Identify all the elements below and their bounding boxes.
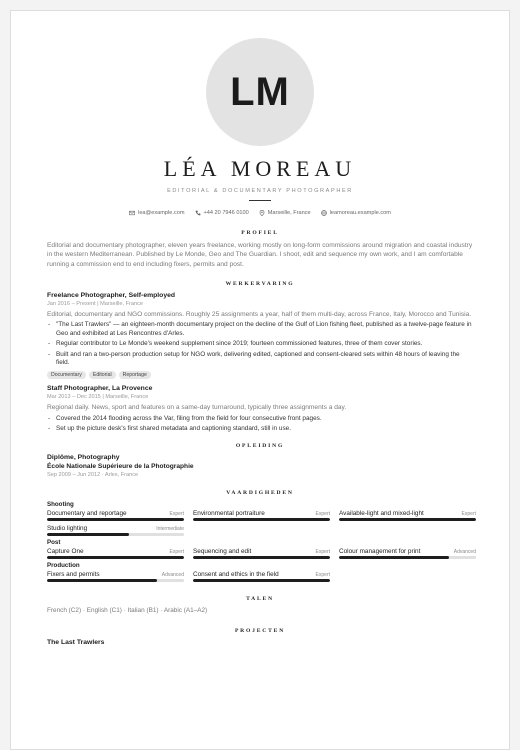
skill-name: Consent and ethics in the field bbox=[193, 571, 279, 579]
job-bullet: - Set up the picture desk's first shared metadata and captioning standard, still in use. bbox=[47, 425, 473, 433]
skill-level: Expert bbox=[315, 511, 330, 518]
skill-item bbox=[47, 571, 184, 582]
divider bbox=[249, 200, 271, 201]
skill-item bbox=[193, 548, 330, 559]
skill-level: Expert bbox=[461, 511, 476, 518]
education-degree: Diplôme, Photography bbox=[47, 454, 120, 462]
contact-bar bbox=[47, 210, 473, 216]
skill-level-bar bbox=[47, 556, 184, 559]
contact-location-text: Marseille, France bbox=[267, 210, 311, 216]
skill-level-bar-fill bbox=[339, 518, 476, 521]
skill-grid bbox=[47, 548, 476, 559]
skill-item bbox=[47, 548, 184, 559]
skill-item bbox=[339, 548, 476, 559]
skill-level: Intermediate bbox=[156, 526, 184, 533]
globe-icon bbox=[321, 210, 327, 216]
skill-level-bar bbox=[193, 579, 330, 582]
job-entry bbox=[47, 292, 473, 379]
tag: Reportage bbox=[119, 371, 151, 379]
skill-level-bar-fill bbox=[339, 556, 449, 559]
job-title: Staff Photographer, La Provence bbox=[47, 385, 153, 393]
contact-location bbox=[259, 210, 311, 216]
skill-item bbox=[47, 510, 184, 521]
skill-level-bar bbox=[339, 518, 476, 521]
skill-item bbox=[193, 571, 330, 582]
skill-group-label: Post bbox=[47, 539, 61, 547]
education-meta: Sep 2009 – Jun 2012 · Arles, France bbox=[47, 472, 139, 479]
avatar-initials: LM bbox=[230, 69, 290, 114]
skill-level-bar bbox=[339, 556, 476, 559]
section-title-education: OPLEIDING bbox=[235, 443, 285, 450]
resume-page bbox=[10, 10, 510, 750]
contact-email[interactable] bbox=[129, 210, 184, 216]
section-title-projects: PROJECTEN bbox=[234, 628, 286, 635]
skill-level-bar-fill bbox=[193, 556, 330, 559]
job-bullets bbox=[47, 321, 473, 367]
skill-name: Sequencing and edit bbox=[193, 548, 252, 556]
skill-name: Available-light and mixed-light bbox=[339, 510, 424, 518]
skill-name: Capture One bbox=[47, 548, 84, 556]
skill-item bbox=[193, 510, 330, 521]
skill-grid bbox=[47, 571, 473, 582]
section-title-profile: PROFIEL bbox=[241, 230, 279, 236]
job-bullets bbox=[47, 415, 473, 434]
languages-text: French (C2) · English (C1) · Italian (B1) · Arabic (A1–A2) bbox=[47, 607, 208, 615]
candidate-name: LÉA MOREAU bbox=[163, 156, 357, 181]
job-bullet: - Built and ran a two-person production setup for NGO work, delivering edited, captioned and consent-cleared sets within 48 hours of leaving the field. bbox=[47, 351, 473, 368]
tag: Editorial bbox=[89, 371, 116, 379]
project-title: The Last Trawlers bbox=[47, 639, 105, 647]
skill-level-bar-fill bbox=[47, 579, 157, 582]
skill-item bbox=[339, 510, 476, 521]
skill-level-bar-fill bbox=[47, 533, 129, 536]
skill-level-bar bbox=[47, 518, 184, 521]
mail-icon bbox=[129, 210, 135, 216]
location-pin-icon bbox=[259, 210, 265, 216]
section-title-experience: WERKERVARING bbox=[225, 281, 295, 288]
job-bullet: - Regular contributor to Le Monde's weekend supplement since 2019; fourteen commissioned features, three of them cover stories. bbox=[47, 340, 473, 348]
profile-text: Editorial and documentary photographer, eleven years freelance, working mostly on long-form commissions around migration and coastal industry in the western Mediterranean. Published by Le Monde, Geo and The Guardian. I shoot, edit and sequence my own work, and I am comfortable running a commission end to end including fixers, permits and post. bbox=[47, 242, 473, 268]
section-title-skills: VAARDIGHEDEN bbox=[226, 490, 294, 497]
skill-item bbox=[47, 525, 184, 536]
contact-phone[interactable] bbox=[195, 210, 249, 216]
skill-level-bar bbox=[47, 579, 184, 582]
section-title-languages: TALEN bbox=[246, 596, 274, 603]
skill-level: Advanced bbox=[453, 549, 476, 556]
tag: Documentary bbox=[47, 371, 86, 379]
phone-icon bbox=[195, 210, 201, 216]
skill-level-bar-fill bbox=[47, 518, 184, 521]
avatar bbox=[206, 38, 314, 146]
education-school: École Nationale Supérieure de la Photographie bbox=[47, 463, 194, 471]
job-summary: Editorial, documentary and NGO commissions. Roughly 25 assignments a year, half of them multi-day, across France, Italy, Morocco and Tunisia. bbox=[47, 311, 472, 319]
skill-grid bbox=[47, 510, 476, 536]
job-meta: Jan 2016 – Present | Marseille, France bbox=[47, 301, 143, 308]
skill-name: Fixers and permits bbox=[47, 571, 100, 579]
skill-level-bar bbox=[47, 533, 184, 536]
skill-level: Expert bbox=[315, 572, 330, 579]
skill-name: Environmental portraiture bbox=[193, 510, 265, 518]
skill-level-bar-fill bbox=[193, 579, 330, 582]
contact-phone-text: +44 20 7946 0100 bbox=[203, 210, 249, 216]
skill-group bbox=[47, 539, 476, 559]
skill-name: Studio lighting bbox=[47, 525, 88, 533]
job-bullet: - Covered the 2014 flooding across the Var, filing from the field for four consecutive front pages. bbox=[47, 415, 473, 423]
skill-level-bar bbox=[193, 518, 330, 521]
skill-level: Advanced bbox=[161, 572, 184, 579]
skill-group-label: Shooting bbox=[47, 501, 74, 509]
skill-group bbox=[47, 562, 473, 582]
skill-level-bar-fill bbox=[193, 518, 330, 521]
skill-name: Colour management for print bbox=[339, 548, 421, 556]
skill-group-label: Production bbox=[47, 562, 80, 570]
skill-group bbox=[47, 501, 476, 536]
job-title: Freelance Photographer, Self-employed bbox=[47, 292, 176, 300]
skill-name: Documentary and reportage bbox=[47, 510, 127, 518]
job-meta: Mar 2013 – Dec 2015 | Marseille, France bbox=[47, 394, 149, 401]
skills-list bbox=[47, 501, 476, 582]
skill-level-bar bbox=[193, 556, 330, 559]
contact-email-text: lea@example.com bbox=[138, 210, 185, 216]
contact-website-text: leamoreau.example.com bbox=[329, 210, 391, 216]
job-summary: Regional daily. News, sport and features on a same-day turnaround, typically three assignments a day. bbox=[47, 404, 347, 412]
job-tags bbox=[47, 371, 473, 379]
job-bullet: - "The Last Trawlers" — an eighteen-month documentary project on the decline of the Gulf of Lion fishing fleet, published as a twelve-page feature in Geo and exhibited at Les Rencontres d'Arles. bbox=[47, 321, 473, 338]
job-headline: EDITORIAL & DOCUMENTARY PHOTOGRAPHER bbox=[167, 188, 353, 194]
job-entry bbox=[47, 385, 473, 433]
skill-level: Expert bbox=[169, 511, 184, 518]
skill-level: Expert bbox=[315, 549, 330, 556]
skill-level-bar-fill bbox=[47, 556, 184, 559]
skill-level: Expert bbox=[169, 549, 184, 556]
contact-website[interactable] bbox=[321, 210, 391, 216]
